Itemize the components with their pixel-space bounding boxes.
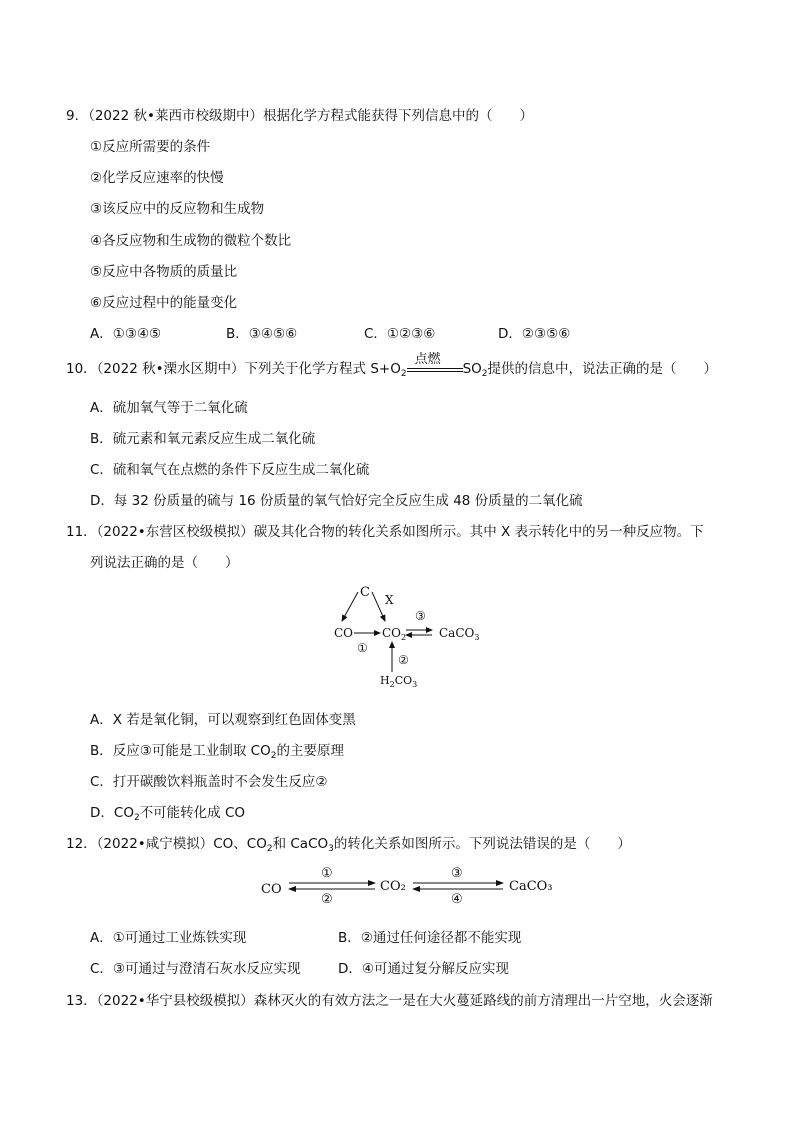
- q9-stem: 9．（2022 秋•莱西市校级期中）根据化学方程式能获得下列信息中的（ ）: [66, 108, 533, 124]
- q11-stem-line2: 列说法正确的是（ ）: [90, 555, 239, 571]
- q11-option-b: B．反应③可能是工业制取 $CO_2$的主要原理: [90, 743, 344, 761]
- q11-option-d: D．$CO_2$不可能转化成 CO: [90, 805, 246, 823]
- q9-option-d: D．②③⑤⑥: [498, 326, 571, 342]
- q11-label-h2co3: $H_2CO_3$: [380, 674, 418, 689]
- q10-option-b: B．硫元素和氧元素反应生成二氧化硫: [90, 431, 316, 447]
- q11-label-c: C: [360, 585, 370, 600]
- q9-item-1: ①反应所需要的条件: [90, 139, 211, 155]
- q12-option-b: B．②通过任何途径都不能实现: [338, 930, 522, 946]
- q13-stem: 13．（2022•华宁县校级模拟）森林灭火的有效方法之一是在大火蔓延路线的前方清理出一片空地，火会逐渐: [66, 993, 713, 1009]
- q11-label-x: X: [385, 593, 394, 607]
- q12-option-c: C．③可通过与澄清石灰水反应实现: [90, 961, 301, 977]
- q9-item-2: ②化学反应速率的快慢: [90, 170, 224, 186]
- q12-label-co2: CO₂: [380, 879, 406, 894]
- q10-stem: 10．（2022 秋•溧水区期中）下列关于化学方程式 $S+O_2$ 点燃 $SO_2$提供的信息中，说法正确的是（ ）: [66, 357, 717, 379]
- q9-item-3: ③该反应中的反应物和生成物: [90, 201, 265, 217]
- q12-option-d: D．④可通过复分解反应实现: [338, 961, 509, 977]
- q12-label-co: CO: [261, 882, 282, 897]
- q12-num-1: ①: [321, 866, 333, 881]
- q11-num-2: ②: [398, 653, 409, 667]
- q12-stem: 12．（2022•咸宁模拟）CO、$CO_2$和 CaCO$_3$的转化关系如图所示。下列说法错误的是（ ）: [66, 836, 631, 854]
- q12-num-4: ④: [451, 892, 463, 906]
- q10-option-d: D．每 32 份质量的硫与 16 份质量的氧气恰好完全反应生成 48 份质量的二氧化硫: [90, 493, 583, 509]
- q10-option-a: A．硫加氧气等于二氧化硫: [90, 400, 248, 416]
- q11-label-caco3: CaCO$_3$: [439, 626, 480, 642]
- q11-stem-line1: 11．（2022•东营区校级模拟）碳及其化合物的转化关系如图所示。其中 X 表示转化中的另一种反应物。下: [66, 524, 704, 540]
- q9-option-a: A．①③④⑤: [90, 326, 162, 342]
- q12-option-a: A．①可通过工业炼铁实现: [90, 930, 247, 946]
- q11-label-co2: $CO_2$: [382, 626, 407, 642]
- q12-num-3: ③: [451, 866, 463, 881]
- q10-option-c: C．硫和氧气在点燃的条件下反应生成二氧化硫: [90, 462, 370, 478]
- q11-diagram: [320, 578, 500, 690]
- q10-condition: 点燃: [414, 352, 441, 367]
- q12-diagram: [255, 860, 565, 906]
- q11-num-3: ③: [415, 609, 426, 623]
- q12-label-caco3: CaCO₃: [509, 879, 553, 894]
- q11-option-c: C．打开碳酸饮料瓶盖时不会发生反应②: [90, 774, 328, 790]
- q9-item-4: ④各反应物和生成物的微粒个数比: [90, 233, 292, 249]
- q9-item-5: ⑤反应中各物质的质量比: [90, 264, 238, 280]
- q9-item-6: ⑥反应过程中的能量变化: [90, 295, 238, 311]
- q11-label-co: CO: [334, 626, 354, 640]
- q9-option-c: C．①②③⑥: [364, 326, 436, 342]
- q9-option-b: B．③④⑤⑥: [226, 326, 298, 342]
- q10-reaction-arrow: [407, 352, 463, 376]
- q11-option-a: A．X 若是氧化铜，可以观察到红色固体变黑: [90, 712, 356, 728]
- q11-num-1: ①: [357, 641, 368, 655]
- q12-num-2: ②: [321, 892, 333, 906]
